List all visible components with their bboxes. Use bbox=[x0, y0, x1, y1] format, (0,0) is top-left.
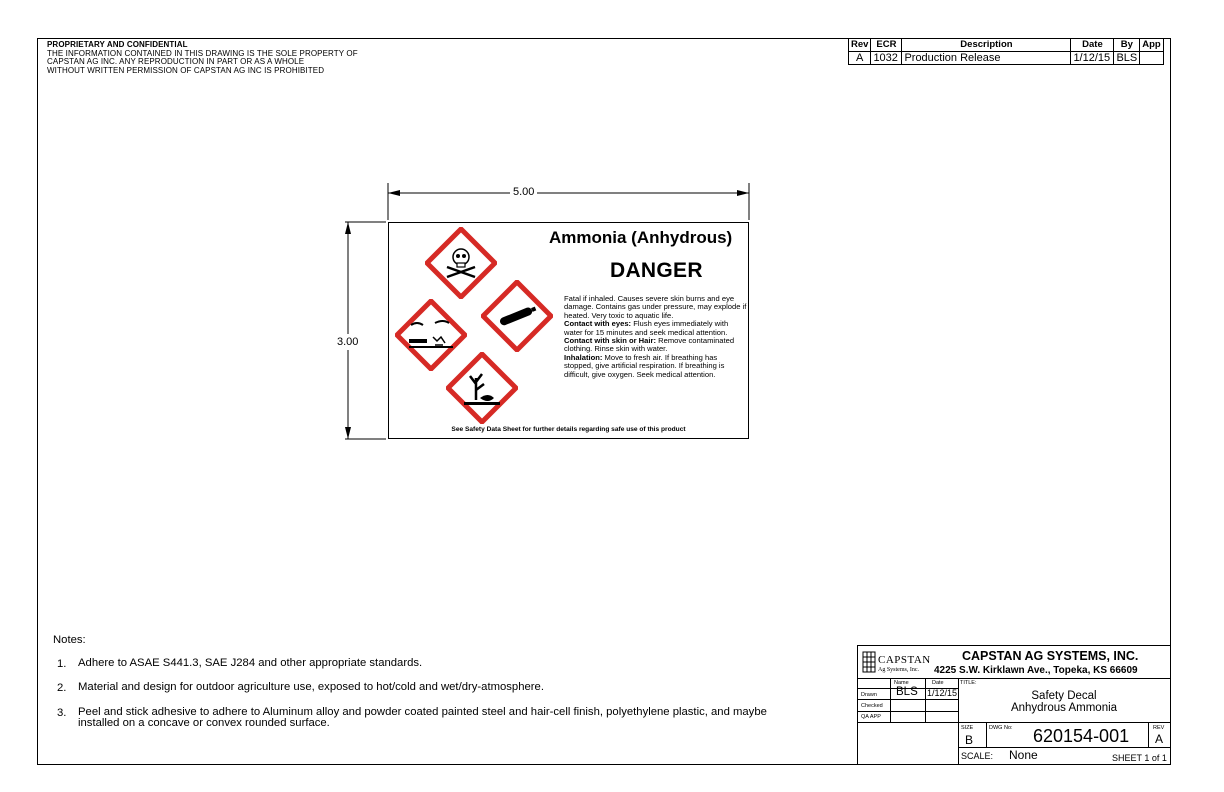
drawing-number: 620154-001 bbox=[1033, 726, 1130, 746]
logo-text: CAPSTAN bbox=[878, 654, 931, 666]
note-number: 1. bbox=[57, 658, 67, 670]
by-cell: BLS bbox=[1114, 52, 1140, 65]
title-label: TITLE: bbox=[960, 680, 977, 686]
description-cell: Production Release bbox=[902, 52, 1071, 65]
rev-header: Rev bbox=[849, 39, 871, 52]
description-header: Description bbox=[902, 39, 1071, 52]
inhalation-label: Inhalation: bbox=[564, 352, 603, 362]
drawn-label: Drawn bbox=[861, 692, 877, 698]
drawing-title-line: Anhydrous Ammonia bbox=[1010, 702, 1118, 714]
size-value: B bbox=[965, 733, 974, 747]
decal-title: Ammonia (Anhydrous) bbox=[549, 228, 733, 247]
proprietary-line: WITHOUT WRITTEN PERMISSION OF CAPSTAN AG INC IS PROHIBITED bbox=[47, 65, 325, 75]
note-text: Peel and stick adhesive to adhere to Aluminum alloy and powder coated painted steel and hair-cell finish, polyethylene plastic, and maybe installed on a concave or convex rounded surface. bbox=[78, 706, 767, 729]
height-dimension: 3.00 bbox=[337, 336, 359, 348]
date-header: Date bbox=[1071, 39, 1114, 52]
eyes-label: Contact with eyes: bbox=[564, 319, 632, 329]
capstan-logo-icon bbox=[862, 651, 876, 673]
name-header: Name bbox=[894, 680, 909, 686]
size-label: SIZE bbox=[961, 725, 974, 731]
gas-cylinder-icon bbox=[481, 280, 553, 352]
ecr-cell: 1032 bbox=[871, 52, 902, 65]
scale-value: None bbox=[1009, 748, 1038, 762]
scale-label: SCALE: bbox=[961, 751, 994, 761]
decal-footer: See Safety Data Sheet for further details regarding safe use of this product bbox=[451, 426, 686, 433]
company-name: CAPSTAN AG SYSTEMS, INC. bbox=[962, 649, 1139, 663]
drawing-title bbox=[958, 690, 1170, 714]
company-address: 4225 S.W. Kirklawn Ave., Topeka, KS 66609 bbox=[934, 665, 1138, 676]
proprietary-line: THE INFORMATION CONTAINED IN THIS DRAWING IS THE SOLE PROPERTY OF bbox=[47, 48, 358, 58]
checked-label: Checked bbox=[861, 703, 883, 709]
note-number: 3. bbox=[57, 707, 67, 719]
skin-text: Remove contaminated clothing. Rinse skin with water. bbox=[564, 336, 735, 354]
note-number: 2. bbox=[57, 682, 67, 694]
notes-heading: Notes: bbox=[53, 634, 86, 646]
qa-label: QA APP bbox=[861, 714, 881, 720]
hazard-text: Fatal if inhaled. Causes severe skin burns and eye damage. Contains gas under pressure, may explode if heated. Very toxic to aquatic life. bbox=[564, 294, 747, 320]
logo-sub: Ag Systems, Inc. bbox=[878, 667, 919, 673]
dwg-label: DWG No: bbox=[989, 725, 1013, 731]
rev-label: REV bbox=[1153, 725, 1165, 731]
note-text: Material and design for outdoor agriculture use, exposed to hot/cold and wet/dry-atmosphere. bbox=[78, 681, 544, 693]
rev-cell: A bbox=[849, 52, 871, 65]
rev-value: A bbox=[1155, 732, 1164, 746]
app-header: App bbox=[1140, 39, 1163, 52]
drawn-date: 1/12/15 bbox=[927, 688, 958, 698]
signal-word: DANGER bbox=[610, 259, 703, 282]
drawn-name: BLS bbox=[896, 686, 918, 698]
date-header: Date bbox=[932, 680, 944, 686]
environment-icon bbox=[446, 352, 518, 424]
date-cell: 1/12/15 bbox=[1071, 52, 1114, 65]
title-block bbox=[857, 645, 1171, 765]
drawing-title-line: Safety Decal bbox=[1031, 690, 1097, 702]
eyes-text: Flush eyes immediately with water for 15 minutes and seek medical attention. bbox=[564, 319, 729, 337]
skin-label: Contact with skin or Hair: bbox=[564, 336, 656, 346]
by-header: By bbox=[1114, 39, 1140, 52]
ecr-header: ECR bbox=[871, 39, 902, 52]
width-dimension: 5.00 bbox=[510, 186, 537, 198]
hazard-statements bbox=[564, 295, 748, 379]
proprietary-line: CAPSTAN AG INC. ANY REPRODUCTION IN PART OR AS A WHOLE bbox=[47, 57, 305, 67]
note-text: Adhere to ASAE S441.3, SAE J284 and other appropriate standards. bbox=[78, 657, 423, 669]
proprietary-title: PROPRIETARY AND CONFIDENTIAL bbox=[47, 40, 188, 49]
sheet-number: SHEET 1 of 1 bbox=[1112, 753, 1167, 763]
inhalation-text: Move to fresh air. If breathing has stopped, give artificial respiration. If breathing is difficult, give oxygen. Seek medical attention. bbox=[564, 352, 725, 379]
